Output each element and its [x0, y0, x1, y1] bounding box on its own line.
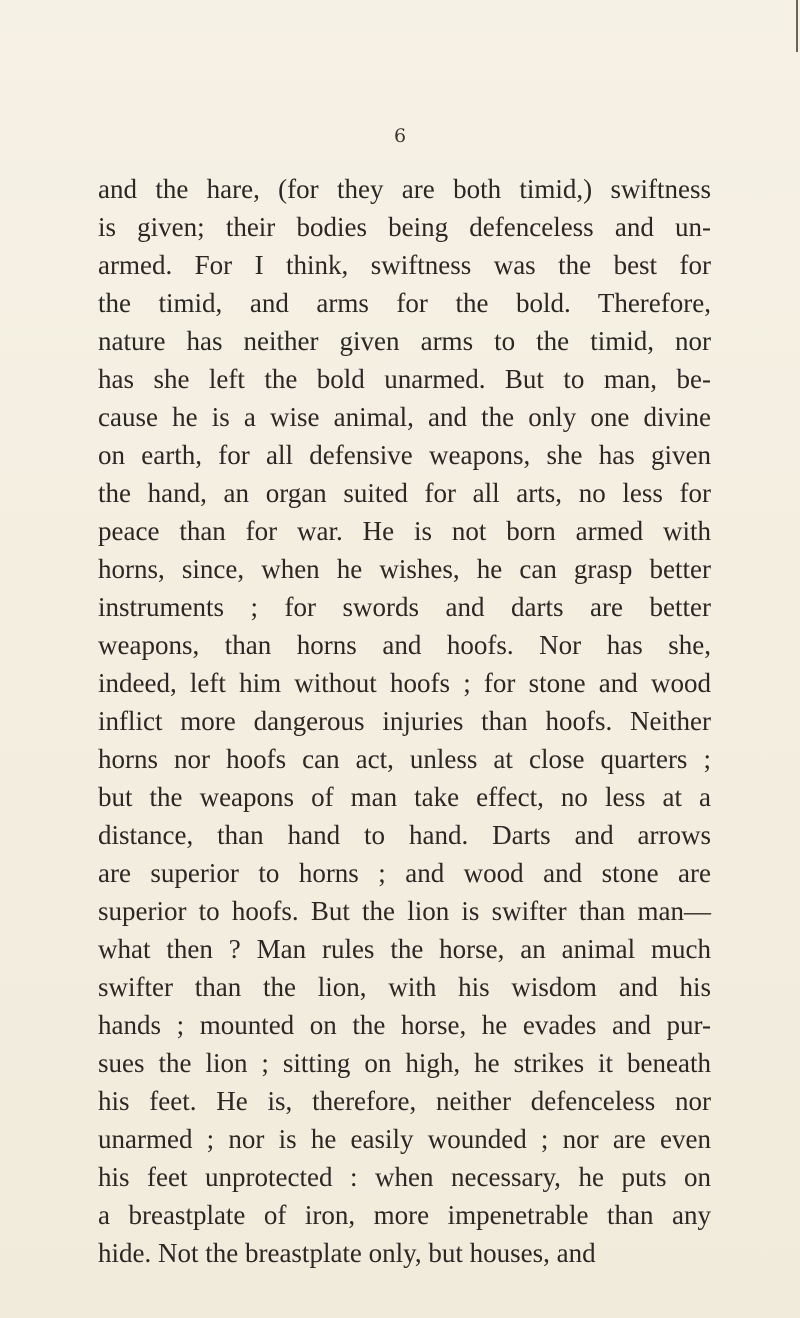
- text-line: on earth, for all defensive weapons, she has given: [98, 440, 711, 470]
- text-line: horns nor hoofs can act, unless at close quarters ;: [98, 744, 711, 774]
- text-line: has she left the bold unarmed. But to man, be-: [98, 364, 711, 394]
- text-line: but the weapons of man take effect, no less at a: [98, 782, 711, 812]
- text-line: instruments ; for swords and darts are better: [98, 592, 711, 622]
- text-line: sues the lion ; sitting on high, he strikes it beneath: [98, 1048, 711, 1078]
- page-number: 6: [393, 125, 407, 147]
- text-line: distance, than hand to hand. Darts and arrows: [98, 820, 711, 850]
- text-line: and the hare, (for they are both timid,) swiftness: [98, 174, 711, 204]
- text-line: hands ; mounted on the horse, he evades and pur-: [98, 1010, 711, 1040]
- body-text: [98, 170, 711, 1272]
- text-line: his feet. He is, therefore, neither defenceless nor: [98, 1086, 711, 1116]
- text-line: swifter than the lion, with his wisdom and his: [98, 972, 711, 1002]
- text-line: are superior to horns ; and wood and stone are: [98, 858, 711, 888]
- text-line: cause he is a wise animal, and the only one divine: [98, 402, 711, 432]
- text-line: hide. Not the breastplate only, but houses, and: [98, 1238, 596, 1268]
- text-line: horns, since, when he wishes, he can grasp better: [98, 554, 711, 584]
- text-line: his feet unprotected : when necessary, he puts on: [98, 1162, 711, 1192]
- text-line: what then ? Man rules the horse, an animal much: [98, 934, 711, 964]
- page-edge-mark: [796, 0, 798, 52]
- text-line: nature has neither given arms to the timid, nor: [98, 326, 711, 356]
- text-line: armed. For I think, swiftness was the best for: [98, 250, 711, 280]
- text-line: weapons, than horns and hoofs. Nor has she,: [98, 630, 711, 660]
- text-line: a breastplate of iron, more impenetrable than any: [98, 1200, 711, 1230]
- text-line: inflict more dangerous injuries than hoofs. Neither: [98, 706, 711, 736]
- text-line: the hand, an organ suited for all arts, no less for: [98, 478, 711, 508]
- text-line: unarmed ; nor is he easily wounded ; nor are even: [98, 1124, 711, 1154]
- text-line: is given; their bodies being defenceless and un-: [98, 212, 711, 242]
- text-line: superior to hoofs. But the lion is swifter than man—: [98, 896, 711, 926]
- text-line: the timid, and arms for the bold. Therefore,: [98, 288, 711, 318]
- text-line: indeed, left him without hoofs ; for stone and wood: [98, 668, 711, 698]
- text-line: peace than for war. He is not born armed with: [98, 516, 711, 546]
